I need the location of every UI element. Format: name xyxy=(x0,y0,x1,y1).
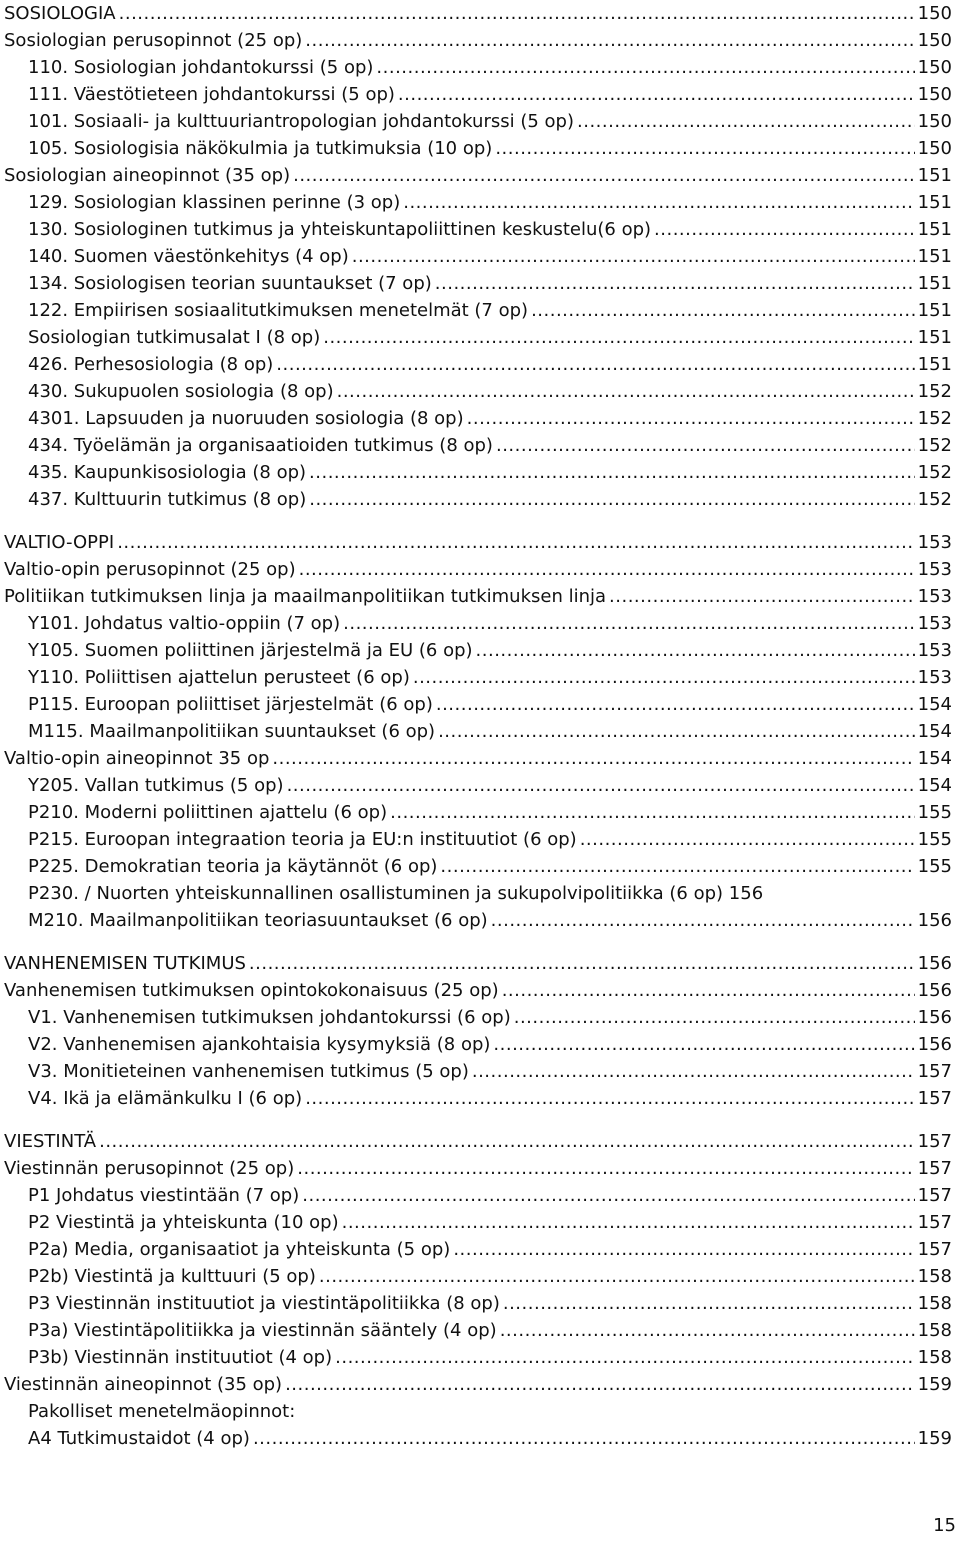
toc-entry-label: 122. Empiirisen sosiaalitutkimuksen menetelmät (7 op) xyxy=(28,300,529,321)
toc-entry-label: 434. Työelämän ja organisaatioiden tutkimus (8 op) xyxy=(28,435,493,456)
toc-entry-page: 156 xyxy=(917,1007,952,1028)
toc-entry-label: Sosiologian tutkimusalat I (8 op) xyxy=(28,327,321,348)
toc-entry-page: 156 xyxy=(917,1034,952,1055)
toc-entry-page: 155 xyxy=(917,856,952,877)
toc-entry-page: 157 xyxy=(917,1239,952,1260)
toc-entry xyxy=(4,459,952,486)
toc-entry-label: Vanhenemisen tutkimuksen opintokokonaisuus (25 op) xyxy=(4,980,499,1001)
toc-entry xyxy=(4,1155,952,1182)
toc-entry-page: 157 xyxy=(917,1088,952,1109)
toc-entry-page: 150 xyxy=(917,3,952,24)
toc-entry-page: 158 xyxy=(917,1320,952,1341)
toc-entry xyxy=(4,610,952,637)
toc-entry xyxy=(4,216,952,243)
dot-leader xyxy=(413,664,915,691)
toc-entry-page: 152 xyxy=(917,381,952,402)
toc-entry xyxy=(4,950,952,977)
toc-entry-page: 150 xyxy=(917,57,952,78)
toc-entry-page: 150 xyxy=(917,30,952,51)
toc-entry xyxy=(4,745,952,772)
toc-section xyxy=(4,1128,952,1452)
toc-entry-label: M210. Maailmanpolitiikan teoriasuuntaukset (6 op) xyxy=(28,910,488,931)
toc-entry-page: 155 xyxy=(917,802,952,823)
toc-entry-page: 156 xyxy=(917,953,952,974)
dot-leader xyxy=(99,1128,915,1155)
dot-leader xyxy=(297,1155,914,1182)
toc-entry-page: 158 xyxy=(917,1266,952,1287)
toc-entry-page: 151 xyxy=(917,300,952,321)
toc-entry-label: 110. Sosiologian johdantokurssi (5 op) xyxy=(28,57,374,78)
toc-entry-label: M115. Maailmanpolitiikan suuntaukset (6 op) xyxy=(28,721,436,742)
toc-entry-label: V2. Vanhenemisen ajankohtaisia kysymyksiä (8 op) xyxy=(28,1034,491,1055)
toc-entry-label: V4. Ikä ja elämänkulku I (6 op) xyxy=(28,1088,303,1109)
toc-entry xyxy=(4,1317,952,1344)
toc-entry xyxy=(4,108,952,135)
toc-entry-label: Valtio-opin aineopinnot 35 op xyxy=(4,748,270,769)
toc-entry-label: P3b) Viestinnän instituutiot (4 op) xyxy=(28,1347,333,1368)
page-number: 15 xyxy=(933,1515,956,1536)
toc-entry-page: 157 xyxy=(917,1212,952,1233)
toc-entry-page: 157 xyxy=(917,1158,952,1179)
toc-section xyxy=(4,529,952,934)
toc-entry-page: 152 xyxy=(917,462,952,483)
toc-entry xyxy=(4,432,952,459)
dot-leader xyxy=(472,1058,915,1085)
toc-entry xyxy=(4,378,952,405)
toc-entry-page: 151 xyxy=(917,219,952,240)
toc-entry-label: V3. Monitieteinen vanhenemisen tutkimus (5 op) xyxy=(28,1061,469,1082)
toc-entry-page: 153 xyxy=(917,613,952,634)
dot-leader xyxy=(440,853,914,880)
toc-entry-label: 4301. Lapsuuden ja nuoruuden sosiologia (8 op) xyxy=(28,408,464,429)
toc-entry xyxy=(4,1128,952,1155)
dot-leader xyxy=(438,718,915,745)
dot-leader xyxy=(496,432,915,459)
toc-entry-label: VALTIO-OPPI xyxy=(4,532,115,553)
toc-entry xyxy=(4,54,952,81)
dot-leader xyxy=(654,216,915,243)
toc-entry-page: 153 xyxy=(917,586,952,607)
dot-leader xyxy=(323,324,914,351)
dot-leader xyxy=(253,1425,915,1452)
dot-leader xyxy=(467,405,915,432)
toc-entry-label: P3a) Viestintäpolitiikka ja viestinnän sääntely (4 op) xyxy=(28,1320,497,1341)
dot-leader xyxy=(287,772,915,799)
toc-entry xyxy=(4,880,952,907)
toc-entry xyxy=(4,27,952,54)
toc-entry-label: 129. Sosiologian klassinen perinne (3 op) xyxy=(28,192,401,213)
dot-leader xyxy=(453,1236,914,1263)
dot-leader xyxy=(276,351,914,378)
toc-entry-page: 159 xyxy=(917,1374,952,1395)
dot-leader xyxy=(305,1085,914,1112)
dot-leader xyxy=(319,1263,915,1290)
dot-leader xyxy=(390,799,915,826)
dot-leader xyxy=(500,1317,915,1344)
toc-entry xyxy=(4,1371,952,1398)
toc-entry-page: 151 xyxy=(917,192,952,213)
toc-entry xyxy=(4,270,952,297)
dot-leader xyxy=(476,637,915,664)
toc-entry xyxy=(4,853,952,880)
toc-entry xyxy=(4,1004,952,1031)
toc-entry xyxy=(4,1058,952,1085)
toc-entry-page: 152 xyxy=(917,435,952,456)
dot-leader xyxy=(609,583,915,610)
toc-entry-label: P2a) Media, organisaatiot ja yhteiskunta (5 op) xyxy=(28,1239,451,1260)
toc-entry-page: 153 xyxy=(917,640,952,661)
toc-entry xyxy=(4,826,952,853)
toc-entry xyxy=(4,1236,952,1263)
dot-leader xyxy=(343,610,915,637)
dot-leader xyxy=(293,162,915,189)
dot-leader xyxy=(502,977,915,1004)
toc-entry-page: 151 xyxy=(917,354,952,375)
toc-entry xyxy=(4,1398,952,1425)
toc-entry-label: P2 Viestintä ja yhteiskunta (10 op) xyxy=(28,1212,339,1233)
toc-entry xyxy=(4,637,952,664)
toc-entry-label: P115. Euroopan poliittiset järjestelmät (6 op) xyxy=(28,694,433,715)
toc-entry xyxy=(4,907,952,934)
dot-leader xyxy=(249,950,915,977)
toc-entry-label: Y110. Poliittisen ajattelun perusteet (6 op) xyxy=(28,667,410,688)
dot-leader xyxy=(491,907,915,934)
toc-entry-page: 157 xyxy=(917,1131,952,1152)
dot-leader xyxy=(403,189,914,216)
toc-entry xyxy=(4,351,952,378)
toc-entry-label: P225. Demokratian teoria ja käytännöt (6 op) xyxy=(28,856,438,877)
dot-leader xyxy=(309,459,915,486)
toc-entry-label: P1 Johdatus viestintään (7 op) xyxy=(28,1185,300,1206)
toc-entry-label: Viestinnän perusopinnot (25 op) xyxy=(4,1158,295,1179)
toc-entry-label: Y205. Vallan tutkimus (5 op) xyxy=(28,775,284,796)
dot-leader xyxy=(299,556,915,583)
dot-leader xyxy=(531,297,915,324)
toc-entry xyxy=(4,486,952,513)
toc-entry xyxy=(4,556,952,583)
dot-leader xyxy=(577,108,915,135)
toc-entry xyxy=(4,135,952,162)
toc-entry xyxy=(4,1031,952,1058)
toc-entry xyxy=(4,324,952,351)
toc-entry-page: 157 xyxy=(917,1061,952,1082)
toc-entry xyxy=(4,405,952,432)
toc-entry-label: 426. Perhesosiologia (8 op) xyxy=(28,354,274,375)
dot-leader xyxy=(376,54,914,81)
toc-entry-page: 150 xyxy=(917,84,952,105)
toc-entry-page: 150 xyxy=(917,111,952,132)
dot-leader xyxy=(285,1371,915,1398)
dot-leader xyxy=(436,691,915,718)
dot-leader xyxy=(272,745,914,772)
toc-entry-page: 152 xyxy=(917,489,952,510)
toc-entry-label: VANHENEMISEN TUTKIMUS xyxy=(4,953,246,974)
toc-section xyxy=(4,0,952,513)
dot-leader xyxy=(503,1290,915,1317)
dot-leader xyxy=(342,1209,915,1236)
toc-entry-label: 435. Kaupunkisosiologia (8 op) xyxy=(28,462,307,483)
toc-entry-label: A4 Tutkimustaidot (4 op) xyxy=(28,1428,250,1449)
toc-entry-label: Y105. Suomen poliittinen järjestelmä ja EU (6 op) xyxy=(28,640,473,661)
toc-entry-label: Politiikan tutkimuksen linja ja maailmanpolitiikan tutkimuksen linja xyxy=(4,586,607,607)
toc-entry-page: 158 xyxy=(917,1347,952,1368)
toc-entry-label: Sosiologian aineopinnot (35 op) xyxy=(4,165,291,186)
toc-entry-label: P230. / Nuorten yhteiskunnallinen osallistuminen ja sukupolvipolitiikka (6 op) 156 xyxy=(28,883,764,904)
dot-leader xyxy=(352,243,915,270)
toc-entry-label: Y101. Johdatus valtio-oppiin (7 op) xyxy=(28,613,341,634)
toc-entry-page: 154 xyxy=(917,748,952,769)
toc-entry-page: 155 xyxy=(917,829,952,850)
toc-entry-page: 158 xyxy=(917,1293,952,1314)
toc-entry-page: 151 xyxy=(917,165,952,186)
toc-entry-label: SOSIOLOGIA xyxy=(4,3,116,24)
toc-entry xyxy=(4,718,952,745)
toc-entry-label: P2b) Viestintä ja kulttuuri (5 op) xyxy=(28,1266,316,1287)
toc-entry xyxy=(4,0,952,27)
toc-entry xyxy=(4,1344,952,1371)
toc-entry-label: 105. Sosiologisia näkökulmia ja tutkimuksia (10 op) xyxy=(28,138,493,159)
toc-entry-page: 153 xyxy=(917,559,952,580)
toc-entry-page: 151 xyxy=(917,327,952,348)
toc-section xyxy=(4,950,952,1112)
toc-entry-page: 154 xyxy=(917,721,952,742)
toc-entry xyxy=(4,1290,952,1317)
toc-entry-page: 153 xyxy=(917,667,952,688)
dot-leader xyxy=(117,529,914,556)
dot-leader xyxy=(305,27,914,54)
toc-entry xyxy=(4,189,952,216)
toc-entry-page: 159 xyxy=(917,1428,952,1449)
toc-entry-label: 130. Sosiologinen tutkimus ja yhteiskuntapoliittinen keskustelu(6 op) xyxy=(28,219,652,240)
toc-entry-label: Valtio-opin perusopinnot (25 op) xyxy=(4,559,296,580)
toc-entry-page: 153 xyxy=(917,532,952,553)
toc-entry-label: VIESTINTÄ xyxy=(4,1131,97,1152)
toc-entry xyxy=(4,664,952,691)
toc-entry xyxy=(4,583,952,610)
toc-entry xyxy=(4,162,952,189)
dot-leader xyxy=(514,1004,915,1031)
toc-entry-page: 156 xyxy=(917,980,952,1001)
toc-entry-label: 430. Sukupuolen sosiologia (8 op) xyxy=(28,381,334,402)
toc-entry-label: 101. Sosiaali- ja kulttuuriantropologian johdantokurssi (5 op) xyxy=(28,111,574,132)
toc-entry-page: 150 xyxy=(917,138,952,159)
toc-entry-label: Sosiologian perusopinnot (25 op) xyxy=(4,30,303,51)
toc-entry-label: Viestinnän aineopinnot (35 op) xyxy=(4,1374,283,1395)
dot-leader xyxy=(435,270,915,297)
toc-entry xyxy=(4,977,952,1004)
dot-leader xyxy=(335,1344,915,1371)
dot-leader xyxy=(302,1182,914,1209)
toc-entry xyxy=(4,243,952,270)
toc-entry xyxy=(4,529,952,556)
toc-entry xyxy=(4,1182,952,1209)
toc-entry xyxy=(4,297,952,324)
toc-entry-label: P210. Moderni poliittinen ajattelu (6 op) xyxy=(28,802,388,823)
toc-entry-page: 156 xyxy=(917,910,952,931)
dot-leader xyxy=(495,135,914,162)
toc-entry-label: 140. Suomen väestönkehitys (4 op) xyxy=(28,246,349,267)
dot-leader xyxy=(119,0,915,27)
toc-entry xyxy=(4,772,952,799)
toc-entry-label: P215. Euroopan integraation teoria ja EU:n instituutiot (6 op) xyxy=(28,829,577,850)
dot-leader xyxy=(580,826,915,853)
toc-entry-label: 134. Sosiologisen teorian suuntaukset (7 op) xyxy=(28,273,432,294)
toc-entry xyxy=(4,81,952,108)
toc-entry xyxy=(4,1263,952,1290)
toc-entry-page: 157 xyxy=(917,1185,952,1206)
toc-entry-label: P3 Viestinnän instituutiot ja viestintäpolitiikka (8 op) xyxy=(28,1293,500,1314)
toc-entry-label: 111. Väestötieteen johdantokurssi (5 op) xyxy=(28,84,395,105)
dot-leader xyxy=(309,486,914,513)
toc-entry xyxy=(4,1425,952,1452)
toc-entry-label: V1. Vanhenemisen tutkimuksen johdantokurssi (6 op) xyxy=(28,1007,511,1028)
toc-entry-page: 152 xyxy=(917,408,952,429)
toc-entry xyxy=(4,799,952,826)
toc-entry-label: 437. Kulttuurin tutkimus (8 op) xyxy=(28,489,307,510)
toc-entry xyxy=(4,1209,952,1236)
dot-leader xyxy=(398,81,915,108)
toc-entry-label: Pakolliset menetelmäopinnot: xyxy=(28,1401,296,1422)
table-of-contents xyxy=(4,0,952,1468)
toc-entry xyxy=(4,691,952,718)
toc-entry-page: 154 xyxy=(917,775,952,796)
toc-entry-page: 151 xyxy=(917,273,952,294)
dot-leader xyxy=(493,1031,914,1058)
dot-leader xyxy=(337,378,915,405)
toc-entry-page: 151 xyxy=(917,246,952,267)
toc-entry xyxy=(4,1085,952,1112)
toc-entry-page: 154 xyxy=(917,694,952,715)
